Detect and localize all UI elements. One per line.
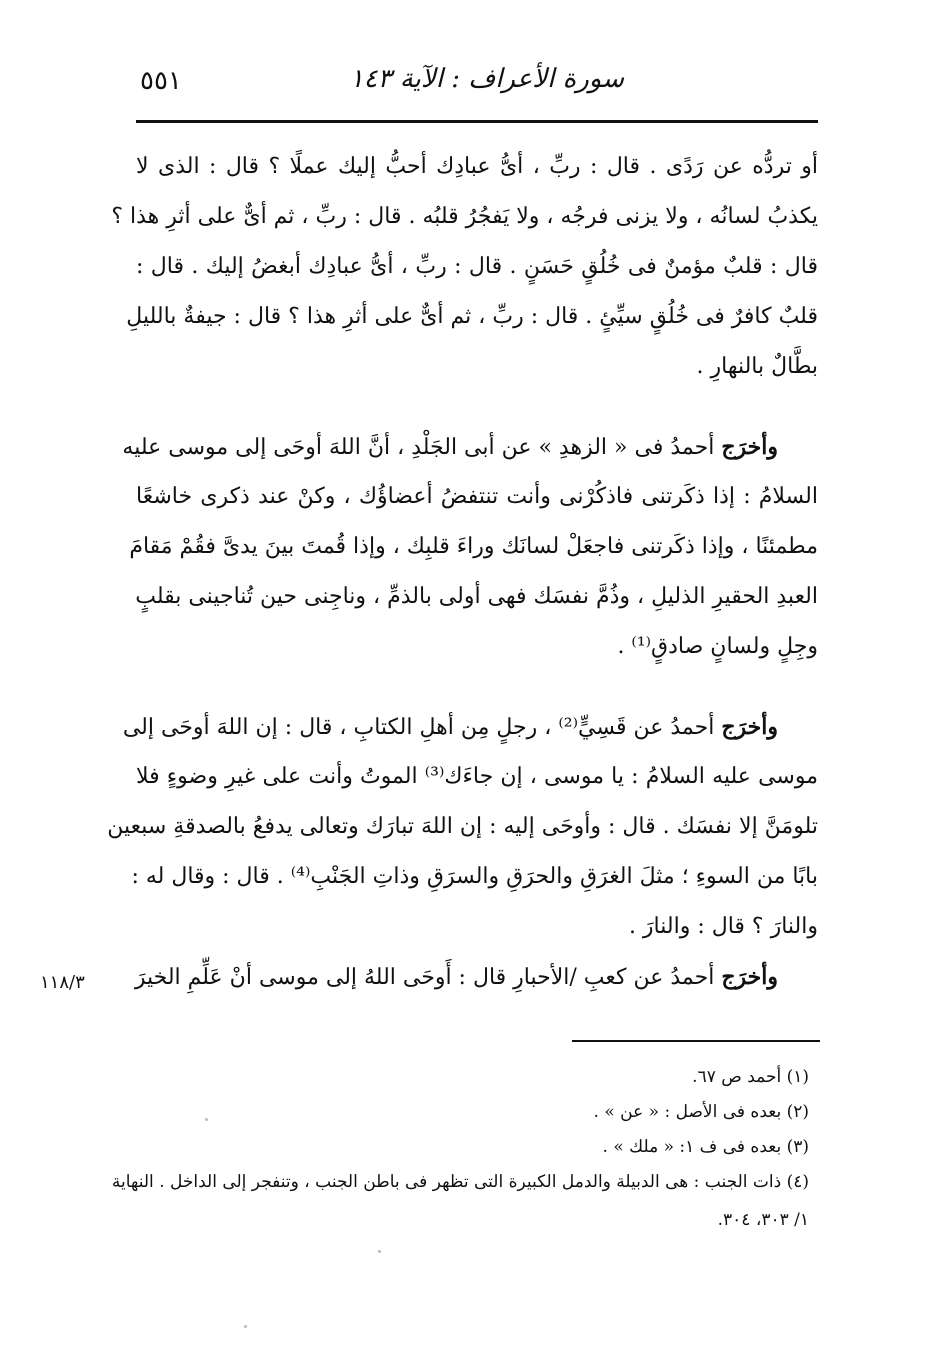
page-number: ٥٥١: [140, 66, 182, 96]
page-header: [130, 64, 822, 114]
text-line: تلومَنَّ إلا نفسَك . قال : وأوحَى إليه : إن اللهَ تبارَك وتعالى يدفعُ بالصدقةِ سبعين: [107, 814, 818, 839]
text-line: [122, 702, 818, 752]
text-line: يكذبُ لسانُه ، ولا يزنى فرجُه ، ولا يَفجُرُ قلبُه . قال : ربِّ ، ثم أىٌّ على أثرِ هذا ؟: [111, 204, 818, 229]
line-text: أحمدُ عن قَسِيٍّ⁽²⁾ ، رجلٍ مِن أهلِ الكتابِ ، قال : إن اللهَ أوحَى إلى: [122, 715, 722, 740]
text-line: بطَّالٌ بالنهارِ .: [696, 354, 818, 379]
paragraph-lead: وأخرَج: [721, 434, 778, 460]
text-line: [122, 422, 818, 472]
footnotes-rule: [572, 1040, 820, 1042]
header-rule: [136, 120, 818, 123]
paragraph: [134, 952, 818, 1002]
line-text: أحمدُ عن كعبِ /الأحبارِ قال : أَوحَى اللهُ إلى موسى أنْ عَلِّمِ الخيرَ: [134, 965, 722, 990]
text-line: بابًا من السوءِ ؛ مثلَ الغرَقِ والحرَقِ والسرَقِ وذاتِ الجَنْبِ⁽⁴⁾ . قال : وقال له :: [131, 864, 818, 889]
volume-page-reference: ١١٨/٣: [40, 972, 85, 993]
running-head: سورة الأعراف : الآية ١٤٣: [349, 64, 624, 94]
line-text: أحمدُ فى « الزهدِ » عن أبى الجَلْدِ ، أنَّ اللهَ أوحَى إلى موسى عليه: [122, 435, 722, 460]
paragraph: [111, 142, 818, 392]
scan-speck: [244, 1325, 247, 1328]
text-line: [134, 952, 818, 1002]
text-line: مطمئنًا ، وإذا ذكَرتنى فاجعَلْ لسانَك وراءَ قلبِك ، وإذا قُمتَ بينَ يدىَّ فقُمْ مَقامَ: [129, 534, 818, 559]
paragraph: [107, 702, 819, 952]
text-line: السلامُ : إذا ذكَرتنى فاذكُرْنى وأنت تنتفضُ أعضاؤُك ، وكنْ عند ذكرى خاشعًا: [136, 484, 818, 509]
text-line: موسى عليه السلامُ : يا موسى ، إن جاءَك⁽³⁾ الموتُ وأنت على غيرِ وضوءٍ فلا: [136, 764, 819, 789]
text-line: العبدِ الحقيرِ الذليلِ ، وذُمَّ نفسَك فهى أولى بالذمِّ ، وناجِنى حين تُناجينى بقلبٍ: [135, 584, 818, 609]
scan-speck: [378, 1250, 381, 1253]
text-line: وجِلٍ ولسانٍ صادقٍ⁽¹⁾ .: [617, 634, 818, 659]
text-line: قال : قلبٌ مؤمنٌ فى خُلُقٍ حَسَنٍ . قال : ربِّ ، أىُّ عبادِك أبغضُ إليك . قال :: [136, 254, 818, 279]
text-line: والنارَ ؟ قال : والنارَ .: [628, 914, 818, 939]
footnote: ١/ ٣٠٣، ٣٠٤.: [717, 1210, 809, 1230]
text-line: أو تردُّه عن رَدًى . قال : ربِّ ، أىُّ عبادِك أحبُّ إليك عملًا ؟ قال : الذى لا: [136, 154, 818, 179]
paragraph: [122, 422, 818, 672]
footnote: (٤) ذات الجنب : هى الدبيلة والدمل الكبيرة التى تظهر فى باطن الجنب ، وتنفجر إلى الداخل . النهاية: [111, 1172, 809, 1192]
scan-speck: [205, 1118, 208, 1121]
text-line: قلبٌ كافرٌ فى خُلُقٍ سيِّئٍ . قال : ربِّ ، ثم أىٌّ على أثرِ هذا ؟ قال : جيفةٌ بالليلِ: [126, 304, 818, 329]
footnote: (١) أحمد ص ٦٧.: [692, 1067, 809, 1087]
paragraph-lead: وأخرَج: [721, 714, 778, 740]
footnote: (٢) بعده فى الأصل : « عن » .: [593, 1102, 809, 1122]
paragraph-lead: وأخرَج: [721, 964, 778, 990]
footnote: (٣) بعده فى ف ١: « ملك » .: [602, 1137, 809, 1157]
